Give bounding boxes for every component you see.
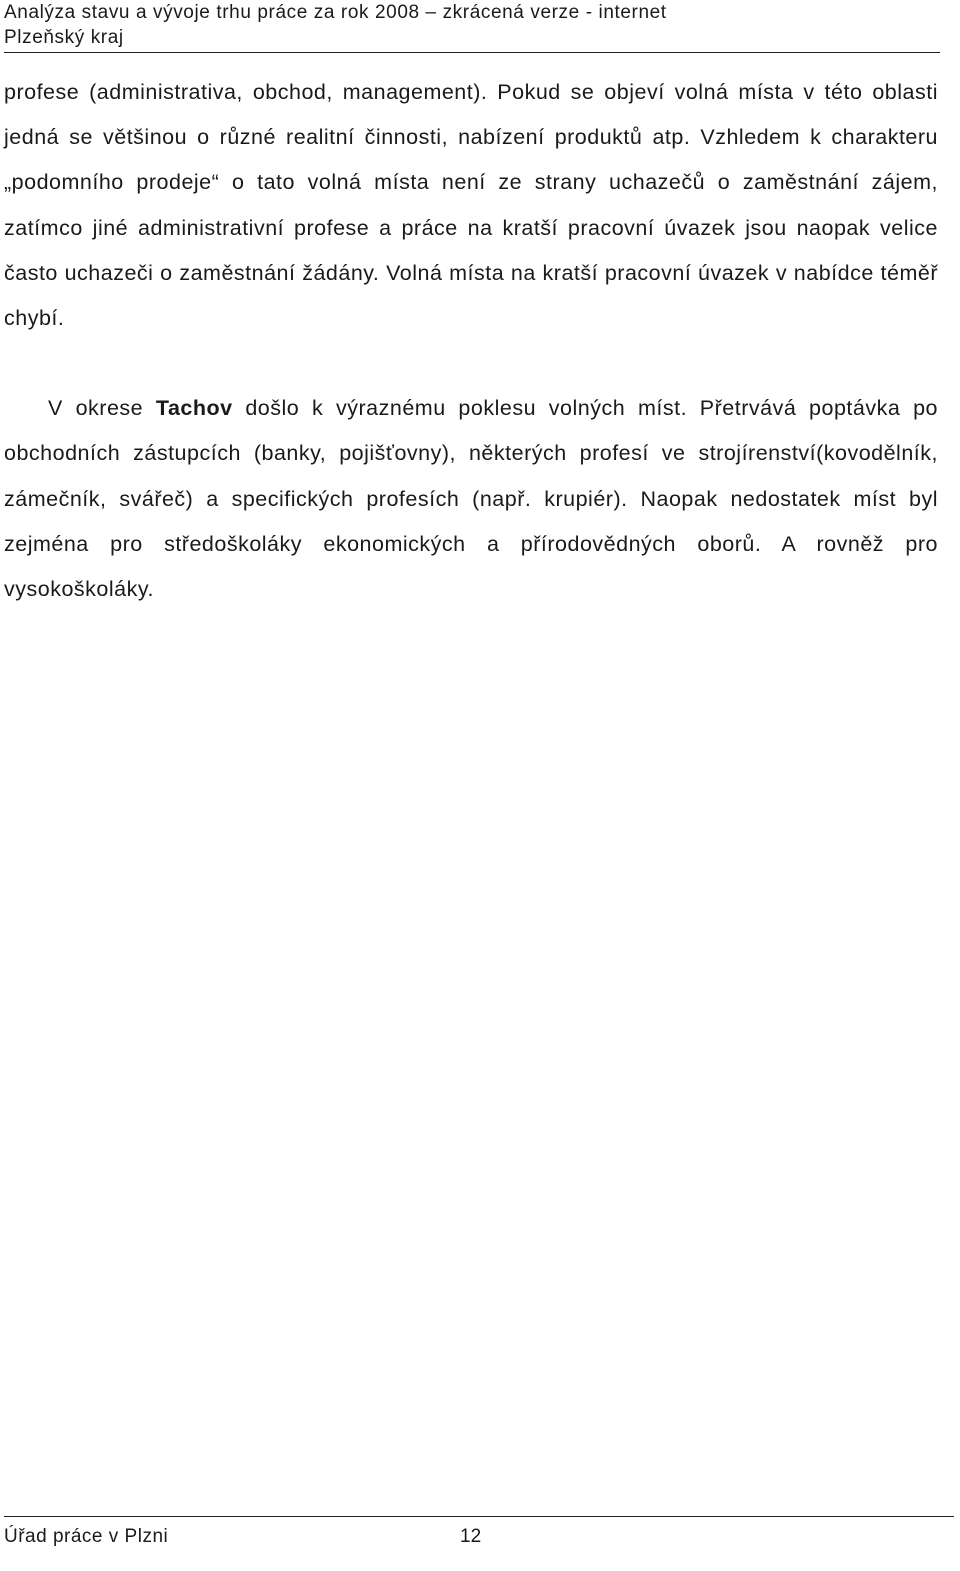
- district-name-tachov: Tachov: [155, 396, 233, 421]
- page-header: [4, 0, 940, 53]
- page-footer: [4, 1516, 954, 1547]
- document-body: [4, 70, 938, 612]
- paragraph-administrative-professions: profese (administrativa, obchod, management). Pokud se objeví volná místa v této oblasti jedná se většinou o různé realitní činnosti, nabízení produktů atp. Vzhledem k charakteru „podomního prodeje“ o tato volná místa není ze strany uchazečů o zaměstnání zájem, zatímco jiné administrativní profese a práce na kratší pracovní úvazek jsou naopak velice často uchazeči o zaměstnání žádány. Volná místa na kratší pracovní úvazek v nabídce téměř chybí.: [4, 80, 938, 331]
- paragraph-tachov-district: [4, 386, 938, 612]
- office-name: Úřad práce v Plzni: [4, 1526, 169, 1547]
- document-title: Analýza stavu a vývoje trhu práce za rok 2008 – zkrácená verze - internet: [4, 2, 667, 23]
- page-number: 12: [460, 1526, 482, 1547]
- paragraph-tachov-prefix: V okrese: [48, 396, 156, 421]
- region-name: Plzeňský kraj: [4, 27, 124, 48]
- paragraph-tachov-text: došlo k výraznému poklesu volných míst. Přetrvává poptávka po obchodních zástupcích (banky, pojišťovny), některých profesí ve strojírenství(kovodělník, zámečník, svářeč) a specifických profesích (např. krupiér). Naopak nedostatek míst byl zejména pro středoškoláky ekonomických a přírodovědných oborů. A rovněž pro vysokoškoláky.: [4, 396, 938, 602]
